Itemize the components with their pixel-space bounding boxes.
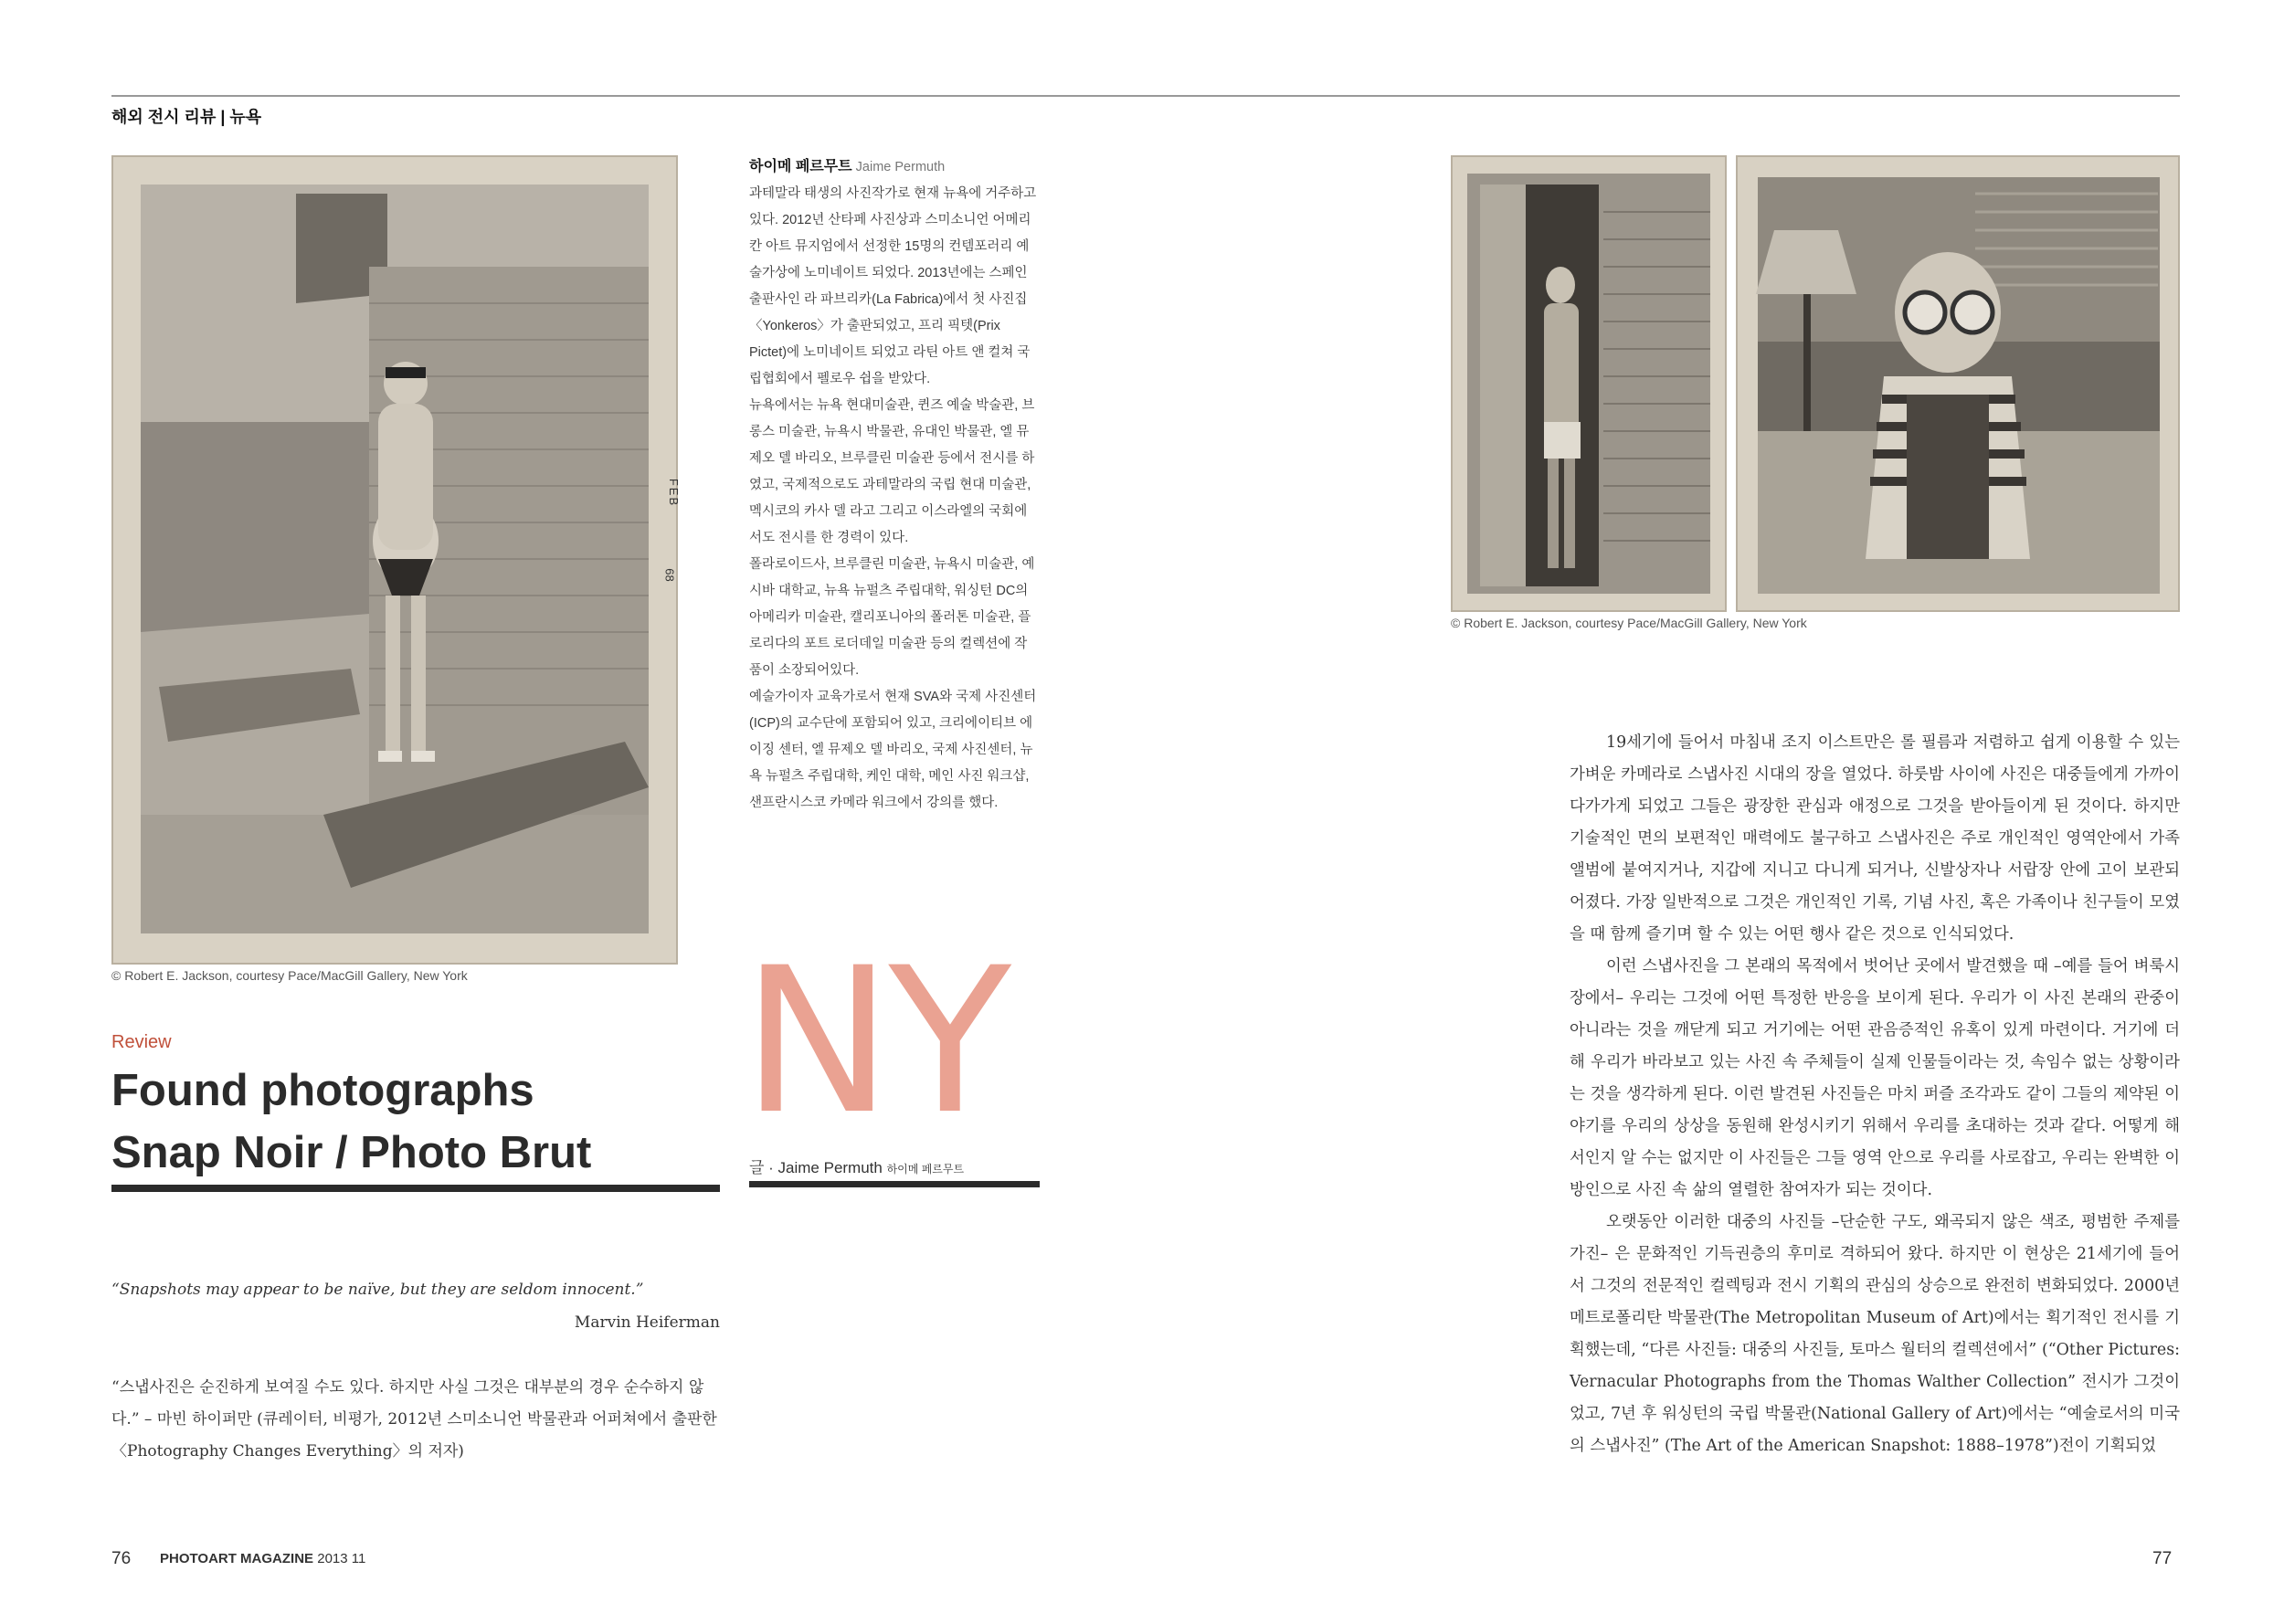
byline-author: 글 · Jaime Permuth — [749, 1159, 883, 1176]
header-rule — [111, 95, 2180, 97]
magazine-name: PHOTOART MAGAZINE — [160, 1551, 314, 1566]
article-body — [1570, 727, 2180, 1462]
article-title — [111, 1060, 591, 1184]
title-line-1: Found photographs — [111, 1066, 534, 1115]
photo-woman-doorway — [1451, 155, 1727, 612]
photo-boy-goggles — [1736, 155, 2180, 612]
ny-mark: NY — [742, 924, 1008, 1158]
left-photo-credit: © Robert E. Jackson, courtesy Pace/MacGill Gallery, New York — [111, 968, 468, 983]
body-paragraph: 오랫동안 이러한 대중의 사진들 –단순한 구도, 왜곡되지 않은 색조, 평범한 주제를 가진– 은 문화적인 기득권층의 후미로 격하되어 왔다. 하지만 이 현상은 21세기에 들어서 그것의 전문적인 컬렉팅과 전시 기획의 관심의 상승으로 완전히 변화되었다. 2000년 메트로폴리탄 박물관(The Metropolitan Museum of Art)에서는 획기적인 전시를 기획했는데, “다른 사진들: 대중의 사진들, 토마스 월터의 컬렉션에서” (“Other Pictures: Vernacular Photographs from the Thomas Walther Collection” 전시가 그것이었고, 7년 후 워싱턴의 국립 박물관(National Gallery of Art)에서는 “예술로서의 미국의 스냅사진” (The Art of the American Snapshot: 1888–1978”)전이 기획되었 — [1570, 1213, 2180, 1455]
body-paragraph: 19세기에 들어서 마침내 조지 이스트만은 롤 필름과 저렴하고 쉽게 이용할 수 있는 가벼운 카메라로 스냅사진 시대의 장을 열었다. 하룻밤 사이에 사진은 대중들에게 가까이 다가가게 되었고 그들은 광장한 관심과 애정으로 그것을 받아들이게 된 것이다. 하지만 기술적인 면의 보편적인 매력에도 불구하고 스냅사진은 주로 개인적인 영역안에서 가족앨범에 붙여지거나, 지갑에 지니고 다니게 되거나, 신발상자나 서랍장 안에 고이 보관되어졌다. 가장 일반적으로 그것은 개인적인 기록, 기념 사진, 혹은 가족이나 친구들이 모였을 때 함께 즐기며 할 수 있는 어떤 행사 같은 것으로 인식되었다. — [1570, 733, 2180, 944]
right-photos-credit: © Robert E. Jackson, courtesy Pace/MacGill Gallery, New York — [1451, 616, 1807, 630]
magazine-footer — [160, 1551, 365, 1566]
body-paragraph: 이런 스냅사진을 그 본래의 목적에서 벗어난 곳에서 발견했을 때 –예를 들어 벼룩시장에서– 우리는 그것에 어떤 특정한 반응을 보이게 된다. 우리가 이 사진 본래의 관중이 아니라는 것을 깨닫게 되고 거기에는 어떤 관음증적인 유혹이 있게 마련이다. 거기에 더해 우리가 바라보고 있는 사진 속 주체들이 실제 인물들이라는 것, 속임수 없는 상황이라는 것을 생각하게 된다. 이런 발견된 사진들은 마치 퍼즐 조각과도 같이 그들의 제약된 이야기를 우리의 상상을 동원해 완성시키기 위해서 우리를 초대하는 것과 같다. 어떻게 해서인지 알 수는 없지만 이 사진들은 그들 영역 안으로 우리를 사로잡고, 우리는 완벽한 이방인으로 사진 속 삶의 열렬한 참여자가 되는 것이다. — [1570, 957, 2180, 1199]
photo-boy-goggles-image — [1738, 157, 2178, 610]
byline-rule — [749, 1181, 1040, 1187]
stamp-month: FEB — [667, 478, 682, 508]
photo-woman-doorway-image — [1453, 157, 1725, 610]
byline — [749, 1155, 964, 1177]
photo-man-rooftop-image — [113, 157, 676, 963]
bio-paragraph: 뉴욕에서는 뉴욕 현대미술관, 퀸즈 예술 박술관, 브롱스 미술관, 뉴욕시 박물관, 유대인 박물관, 엘 뮤제오 델 바리오, 브루클린 미술관 등에서 전시를 하였고, 국제적으로도 과테말라의 국립 현대 미술관, 멕시코의 카사 델 라고 그리고 이스라엘의 국회에서도 전시를 한 경력이 있다. — [749, 398, 1035, 545]
byline-author-ko: 하이메 페르무트 — [886, 1163, 965, 1176]
magazine-issue: 2013 11 — [317, 1551, 366, 1566]
quote-author: Marvin Heiferman — [574, 1313, 720, 1332]
right-page-number: 77 — [2152, 1549, 2173, 1568]
quote-english: “Snapshots may appear to be naïve, but they are seldom innocent.” — [111, 1281, 644, 1299]
title-rule — [111, 1185, 720, 1192]
bio-name-ko: 하이메 페르무트 — [749, 159, 852, 174]
bio-paragraph: 예술가이자 교육가로서 현재 SVA와 국제 사진센터(ICP)의 교수단에 포함되어 있고, 크리에이티브 에이징 센터, 엘 뮤제오 델 바리오, 국제 사진센터, 뉴욕 뉴펄츠 주립대학, 케인 대학, 메인 사진 워크샵, 샌프란시스코 카메라 워크에서 강의를 했다. — [749, 690, 1037, 810]
left-page-number: 76 — [111, 1549, 132, 1568]
section-label: 해외 전시 리뷰 | 뉴욕 — [111, 108, 262, 126]
photo-date-stamp — [667, 479, 681, 507]
review-label: Review — [111, 1032, 172, 1052]
title-line-2: Snap Noir / Photo Brut — [111, 1128, 592, 1177]
bio-heading — [749, 153, 1040, 181]
photo-man-rooftop — [111, 155, 682, 965]
bio-paragraph: 과테말라 태생의 사진작가로 현재 뉴욕에 거주하고 있다. 2012년 산타페 사진상과 스미소니언 어메리칸 아트 뮤지엄에서 선정한 15명의 컨템포러리 예술가상에 노미네이트 되었다. 2013년에는 스페인 출판사인 라 파브리카(La Fabrica)에서 첫 사진집 〈Yonkeros〉가 출판되었고, 프리 픽텟(Prix Pictet)에 노미네이트 되었고 라틴 아트 앤 컬쳐 국립협회에서 펠로우 쉽을 받았다. — [749, 186, 1037, 386]
bio-name-en: Jaime Permuth — [855, 160, 946, 174]
author-bio — [749, 153, 1040, 817]
photo-year-stamp — [663, 568, 677, 581]
bio-paragraph: 폴라로이드사, 브루클린 미술관, 뉴욕시 미술관, 예시바 대학교, 뉴욕 뉴펄츠 주립대학, 워싱턴 DC의 아메리카 미술관, 캘리포니아의 폴러톤 미술관, 플로리다의 포트 로더데일 미술관 등의 컬렉션에 작품이 소장되어있다. — [749, 557, 1035, 678]
stamp-year: 68 — [662, 568, 677, 582]
quote-korean: “스냅사진은 순진하게 보여질 수도 있다. 하지만 사실 그것은 대부분의 경우 순수하지 않다.” – 마빈 하이퍼만 (큐레이터, 비평가, 2012년 스미소니언 박물관과 어퍼쳐에서 출판한 〈Photography Changes Everything〉의 저자) — [111, 1378, 717, 1461]
